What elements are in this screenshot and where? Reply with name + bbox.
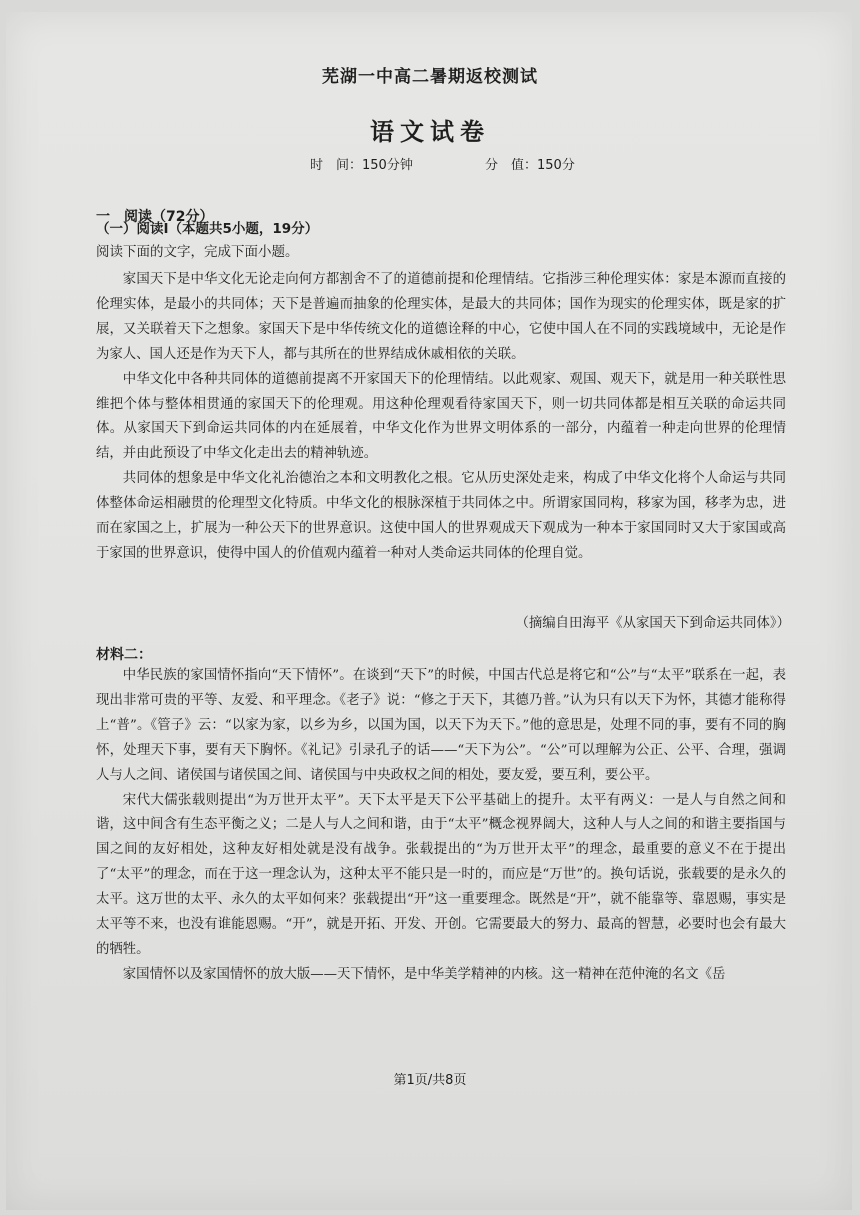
page-number: 第1页/共8页	[393, 1073, 467, 1088]
paragraph: 共同体的想象是中华文化礼治德治之本和文明教化之根。它从历史深处走来，构成了中华文化将个人命运与共同体整体命运相融贯的伦理型文化特质。中华文化的根脉深植于共同体之中。所谓家国同构，移家为国，移孝为忠，进而在家国之上，扩展为一种公天下的世界意识。这使中国人的世界观成天下观成为一种本于家国同时又大于家国或高于家国的世界意识，使得中国人的价值观内蕴着一种对人类命运共同体的伦理自觉。	[96, 471, 786, 561]
material-one	[96, 268, 786, 567]
material-two-label: 材料二：	[96, 647, 152, 663]
exam-paper	[6, 12, 852, 1210]
subject-title: 语文试卷	[370, 118, 490, 146]
exam-time: 时 间：150分钟	[310, 158, 413, 173]
section-heading: 一 阅读（72分）	[96, 209, 214, 225]
paragraph: 中华民族的家国情怀指向“天下情怀”。在谈到“天下”的时候，中国古代总是将它和“公”与“太平”联系在一起，表现出非常可贵的平等、友爱、和平理念。《老子》说：“修之于天下，其德乃普。”认为只有以天下为怀，其德才能称得上“普”。《管子》云：“以家为家，以乡为乡，以国为国，以天下为天下。”他的意思是，处理不同的事，要有不同的胸怀，处理天下事，要有天下胸怀。《礼记》引录孔子的话——“天下为公”。“公”可以理解为公正、公平、合理，强调人与人之间、诸侯国与诸侯国之间、诸侯国与中央政权之间的相处，要友爱，要互利，要公平。	[96, 668, 786, 783]
material-two	[96, 664, 786, 988]
paragraph: 中华文化中各种共同体的道德前提离不开家国天下的伦理情结。以此观家、观国、观天下，就是用一种关联性思维把个体与整体相贯通的家国天下的伦理观。用这种伦理观看待家国天下，则一切共同体都是相互关联的命运共同体。从家国天下到命运共同体的内在延展着，中华文化作为世界文明体系的一部分，内蕴着一种走向世界的伦理情结，并由此预设了中华文化走出去的精神轨迹。	[96, 371, 786, 462]
exam-meta	[310, 154, 610, 174]
source-citation: （摘编自田海平《从家国天下到命运共同体》）	[515, 616, 790, 631]
subsection-heading: （一）阅读Ⅰ（本题共5小题，19分）	[96, 221, 319, 237]
paragraph: 家国天下是中华文化无论走向何方都割舍不了的道德前提和伦理情结。它指涉三种伦理实体：家是本源而直接的伦理实体，是最小的共同体；天下是普遍而抽象的伦理实体，是最大的共同体；国作为现实的伦理实体，既是家的扩展，又关联着天下之想象。家国天下是中华传统文化的道德诠释的中心，它使中国人在不同的实践境域中，无论是作为家人、国人还是作为天下人，都与其所在的世界结成休戚相依的关联。	[96, 272, 786, 362]
instruction-text: 阅读下面的文字，完成下面小题。	[96, 244, 299, 260]
exam-title: 芜湖一中高二暑期返校测试	[322, 67, 538, 87]
paragraph: 宋代大儒张载则提出“为万世开太平”。天下太平是天下公平基础上的提升。太平有两义：一是人与自然之间和谐，这中间含有生态平衡之义；二是人与人之间和谐，由于“太平”概念视界阔大，这种人与人之间的和谐主要指国与国之间的友好相处，这种友好相处就是没有战争。张载提出的“为万世开太平”的理念，最重要的意义不在于提出了“太平”的理念，而在于这一理念认为，这种太平不能只是一时的，而应是“万世”的。换句话说，张载要的是永久的太平。这万世的太平、永久的太平如何来？张载提出“开”这一重要理念。既然是“开”，就不能靠等、靠恩赐，事实是太平等不来，也没有谁能恩赐。“开”，就是开拓、开发、开创。它需要最大的努力、最高的智慧，必要时也会有最大的牺牲。	[96, 792, 786, 957]
paragraph: 家国情怀以及家国情怀的放大版——天下情怀，是中华美学精神的内核。这一精神在范仲淹的名文《岳	[122, 966, 726, 982]
exam-score: 分 值：150分	[485, 158, 575, 173]
